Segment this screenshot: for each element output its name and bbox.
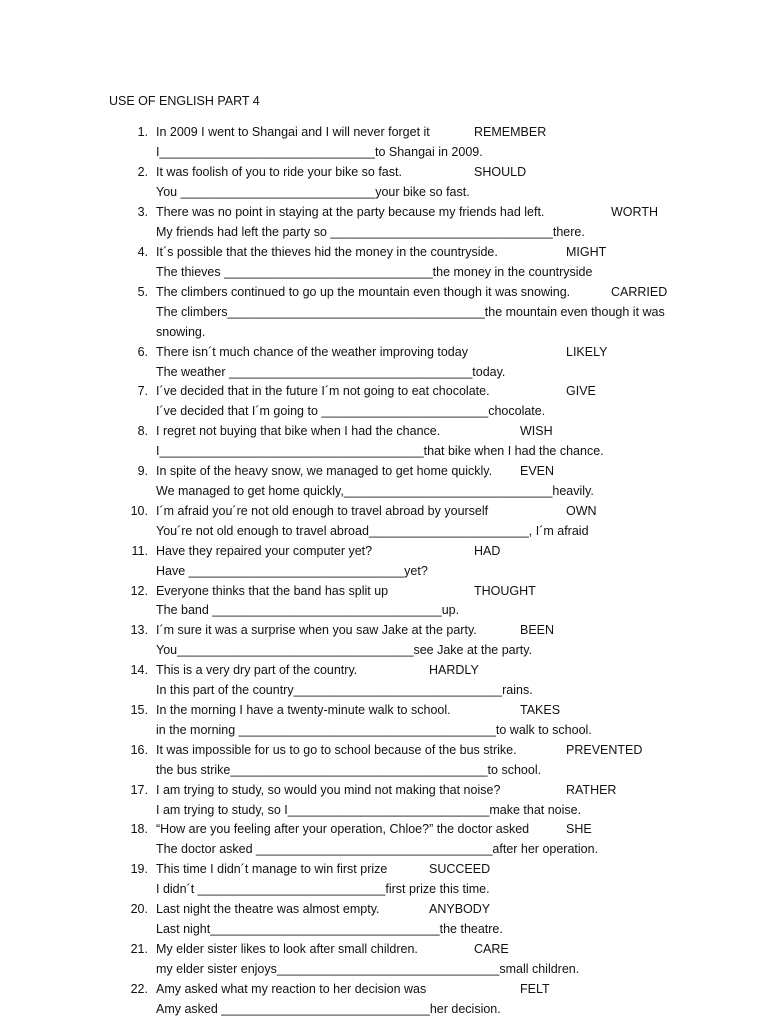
item-transform: Amy asked ______________________________her decision. — [156, 1002, 501, 1016]
item-number: 7. — [137, 384, 148, 398]
item-keyword: CARE — [474, 942, 509, 956]
item-transform: I didn´t ___________________________first prize this time. — [156, 882, 490, 896]
item-sentence: It was impossible for us to go to school because of the bus strike. — [156, 743, 517, 757]
item-number: 2. — [137, 165, 148, 179]
item-transform: the bus strike_____________________________________to school. — [156, 763, 542, 777]
item-sentence: There was no point in staying at the party because my friends had left. — [156, 205, 545, 219]
item-number: 9. — [137, 464, 148, 478]
item-number: 21. — [130, 942, 148, 956]
item-number: 16. — [130, 743, 148, 757]
item-keyword: GIVE — [566, 384, 596, 398]
item-number: 19. — [130, 862, 148, 876]
item-keyword: BEEN — [520, 623, 555, 637]
item-keyword: SHE — [566, 822, 592, 836]
item-keyword: WISH — [520, 424, 553, 438]
item-number: 5. — [137, 285, 148, 299]
item-keyword: FELT — [520, 982, 550, 996]
item-sentence: I regret not buying that bike when I had the chance. — [156, 424, 441, 438]
item-number: 12. — [130, 584, 148, 598]
item-keyword: ANYBODY — [429, 902, 491, 916]
item-number: 13. — [130, 623, 148, 637]
item-transform: Last night_________________________________the theatre. — [156, 922, 503, 936]
item-number: 4. — [137, 245, 148, 259]
item-transform: The weather ___________________________________today. — [156, 365, 506, 379]
item-sentence: It´s possible that the thieves hid the money in the countryside. — [156, 245, 498, 259]
item-keyword: HARDLY — [429, 663, 479, 677]
item-transform-continued: snowing. — [156, 325, 206, 339]
item-keyword: THOUGHT — [474, 584, 536, 598]
item-sentence: Last night the theatre was almost empty. — [156, 902, 380, 916]
item-keyword: SUCCEED — [429, 862, 491, 876]
item-number: 20. — [130, 902, 148, 916]
item-sentence: I am trying to study, so would you mind not making that noise? — [156, 783, 501, 797]
item-number: 14. — [130, 663, 148, 677]
item-sentence: There isn´t much chance of the weather improving today — [156, 345, 468, 359]
item-transform: You´re not old enough to travel abroad_______________________, I´m afraid — [156, 524, 589, 538]
item-keyword: REMEMBER — [474, 125, 547, 139]
item-keyword: SHOULD — [474, 165, 527, 179]
item-transform: Have _______________________________yet? — [156, 564, 428, 578]
item-keyword: TAKES — [520, 703, 561, 717]
item-transform: We managed to get home quickly,______________________________heavily. — [156, 484, 594, 498]
item-transform: I am trying to study, so I_____________________________make that noise. — [156, 803, 582, 817]
item-keyword: LIKELY — [566, 345, 608, 359]
item-transform: I______________________________________that bike when I had the chance. — [156, 444, 604, 458]
item-sentence: In 2009 I went to Shangai and I will never forget it — [156, 125, 430, 139]
item-sentence: I´ve decided that in the future I´m not going to eat chocolate. — [156, 384, 490, 398]
item-transform: my elder sister enjoys________________________________small children. — [156, 962, 580, 976]
item-number: 18. — [130, 822, 148, 836]
item-transform: My friends had left the party so ________________________________there. — [156, 225, 585, 239]
item-sentence: This time I didn´t manage to win first prize — [156, 862, 388, 876]
item-number: 17. — [130, 783, 148, 797]
item-transform: The band _________________________________up. — [156, 603, 460, 617]
item-sentence: Everyone thinks that the band has split up — [156, 584, 389, 598]
page-title: USE OF ENGLISH PART 4 — [109, 94, 260, 108]
item-keyword: PREVENTED — [566, 743, 643, 757]
item-number: 6. — [137, 345, 148, 359]
item-transform: In this part of the country______________________________rains. — [156, 683, 533, 697]
item-transform: You ____________________________your bike so fast. — [156, 185, 470, 199]
item-number: 11. — [131, 544, 148, 558]
item-keyword: RATHER — [566, 783, 617, 797]
item-sentence: Amy asked what my reaction to her decision was — [156, 982, 427, 996]
item-transform: You__________________________________see Jake at the party. — [156, 643, 533, 657]
item-transform: The thieves ______________________________the money in the countryside — [156, 265, 593, 279]
item-number: 1. — [137, 125, 148, 139]
item-keyword: CARRIED — [611, 285, 668, 299]
item-keyword: HAD — [474, 544, 501, 558]
item-keyword: MIGHT — [566, 245, 607, 259]
item-number: 8. — [137, 424, 148, 438]
item-number: 15. — [130, 703, 148, 717]
item-number: 3. — [137, 205, 148, 219]
item-transform: I_______________________________to Shangai in 2009. — [156, 145, 483, 159]
item-keyword: OWN — [566, 504, 597, 518]
item-transform: The doctor asked __________________________________after her operation. — [156, 842, 599, 856]
item-sentence: My elder sister likes to look after small children. — [156, 942, 418, 956]
item-sentence: The climbers continued to go up the mountain even though it was snowing. — [156, 285, 571, 299]
item-number: 22. — [130, 982, 148, 996]
item-transform: in the morning _____________________________________to walk to school. — [156, 723, 592, 737]
item-sentence: I´m sure it was a surprise when you saw Jake at the party. — [156, 623, 477, 637]
item-transform: I´ve decided that I´m going to ________________________chocolate. — [156, 404, 546, 418]
item-number: 10. — [130, 504, 148, 518]
item-sentence: It was foolish of you to ride your bike so fast. — [156, 165, 402, 179]
item-sentence: This is a very dry part of the country. — [156, 663, 358, 677]
item-sentence: I´m afraid you´re not old enough to travel abroad by yourself — [156, 504, 489, 518]
item-transform: The climbers_____________________________________the mountain even though it was — [156, 305, 665, 319]
item-sentence: Have they repaired your computer yet? — [156, 544, 373, 558]
item-sentence: In the morning I have a twenty-minute walk to school. — [156, 703, 451, 717]
item-sentence: In spite of the heavy snow, we managed to get home quickly. — [156, 464, 493, 478]
item-sentence: “How are you feeling after your operation, Chloe?” the doctor asked — [156, 822, 530, 836]
item-keyword: EVEN — [520, 464, 555, 478]
item-keyword: WORTH — [611, 205, 658, 219]
